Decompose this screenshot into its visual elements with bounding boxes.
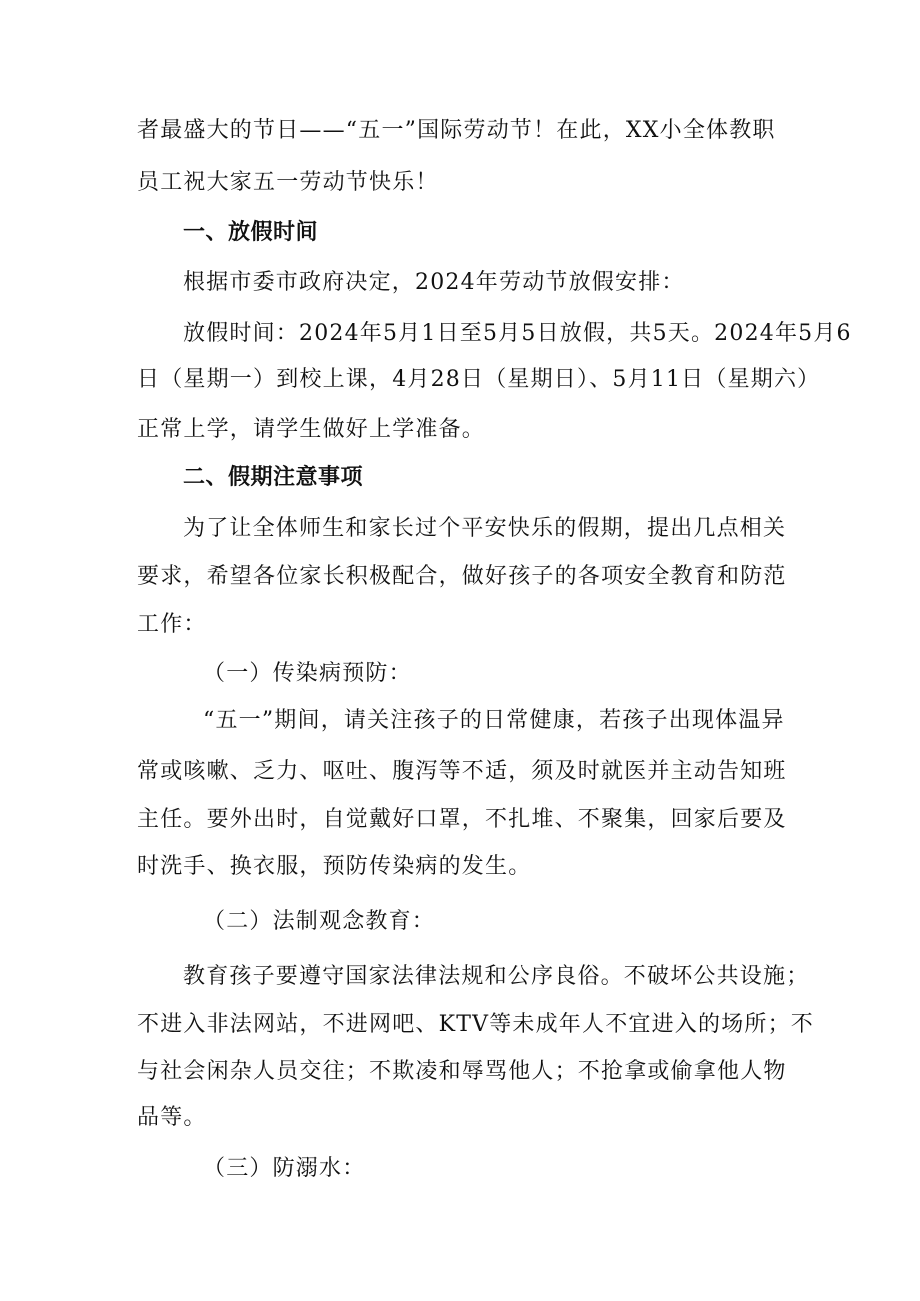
section-heading-holiday-notes: 二、假期注意事项 bbox=[183, 465, 364, 490]
paragraph-line: 主任。要外出时，自觉戴好口罩，不扎堆、不聚集，回家后要及 bbox=[137, 807, 787, 832]
paragraph-line: 者最盛大的节日——“五一”国际劳动节！在此，XX小全体教职 bbox=[137, 118, 776, 143]
paragraph-line: 时洗手、换衣服，预防传染病的发生。 bbox=[137, 854, 532, 879]
paragraph-line: 常或咳嗽、乏力、呕吐、腹泻等不适，须及时就医并主动告知班 bbox=[137, 759, 787, 784]
section-heading-holiday-time: 一、放假时间 bbox=[183, 220, 319, 245]
paragraph-line: 员工祝大家五一劳动节快乐！ bbox=[137, 170, 439, 195]
paragraph-line: 正常上学，请学生做好上学准备。 bbox=[137, 417, 486, 442]
subsection-heading-legal-education: （二）法制观念教育： bbox=[203, 909, 436, 934]
paragraph-line: 不进入非法网站，不进网吧、KTV等未成年人不宜进入的场所；不 bbox=[137, 1012, 814, 1037]
paragraph-line: 教育孩子要遵守国家法律法规和公序良俗。不破坏公共设施； bbox=[183, 964, 810, 989]
paragraph-line: 日（星期一）到校上课，4月28日（星期日）、5月11日（星期六） bbox=[137, 367, 821, 392]
subsection-heading-disease-prevention: （一）传染病预防： bbox=[203, 661, 412, 686]
paragraph-line: 与社会闲杂人员交往；不欺凌和辱骂他人；不抢拿或偷拿他人物 bbox=[137, 1059, 787, 1084]
paragraph-line: 要求，希望各位家长积极配合，做好孩子的各项安全教育和防范 bbox=[137, 564, 787, 589]
subsection-heading-drowning-prevention: （三）防溺水： bbox=[203, 1156, 366, 1181]
paragraph-line: 根据市委市政府决定，2024年劳动节放假安排： bbox=[183, 270, 685, 295]
paragraph-line: 工作： bbox=[137, 612, 207, 637]
paragraph-line: 放假时间：2024年5月1日至5月5日放假，共5天。2024年5月6 bbox=[183, 321, 852, 346]
paragraph-line: “五一”期间，请关注孩子的日常健康，若孩子出现体温异 bbox=[203, 708, 785, 733]
paragraph-line: 为了让全体师生和家长过个平安快乐的假期，提出几点相关 bbox=[183, 516, 787, 541]
paragraph-line: 品等。 bbox=[137, 1105, 207, 1130]
